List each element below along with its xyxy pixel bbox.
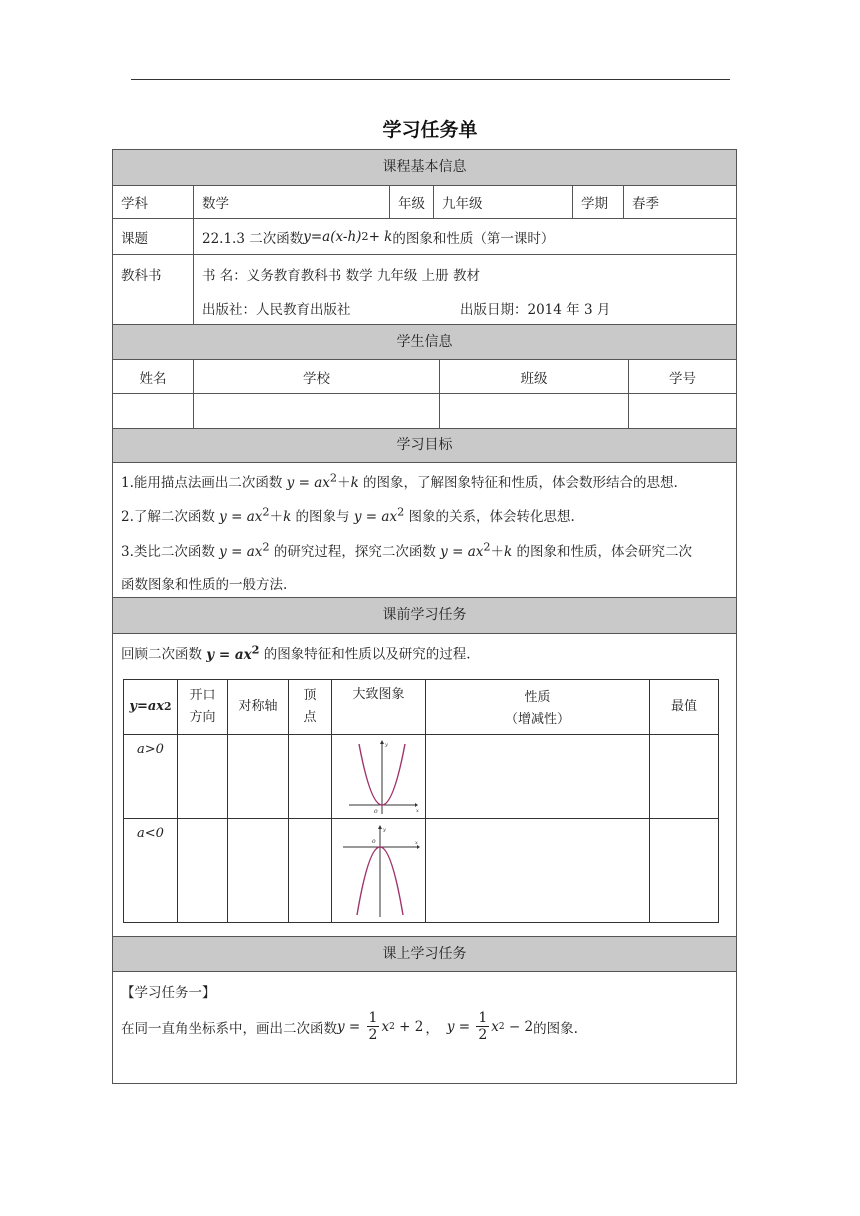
section-goals (113, 429, 736, 463)
student-input-row (113, 394, 736, 429)
pub-date: 出版日期：2014 年 3 月 (460, 302, 611, 318)
student-school-input[interactable] (194, 394, 440, 428)
student-name-input[interactable] (113, 394, 194, 428)
graph-down-parabola (332, 819, 426, 922)
section-course-info (113, 150, 736, 186)
student-header-row (113, 360, 736, 394)
cell-vertex-1[interactable] (289, 735, 332, 819)
grade-label: 年级 (390, 186, 434, 218)
pre-tasks-content (113, 634, 736, 937)
section-title: 课上学习任务 (382, 946, 467, 962)
class-tasks-content (113, 972, 736, 1083)
section-student-info (113, 325, 736, 360)
publisher: 出版社：人民教育出版社 (202, 302, 351, 318)
goal-3: 3.类比二次函数 $y = ax^2$ 的研究过程，探究二次函数 $y = ax^2+k$ 的图象和性质，体会研究二次 (121, 540, 693, 560)
student-id-header: 学号 (669, 370, 696, 387)
section-title: 课前学习任务 (382, 607, 467, 623)
cell-axis-1[interactable] (228, 735, 289, 819)
section-title: 学生信息 (396, 334, 453, 350)
pre-intro: 回顾二次函数 $y = ax^2$ 的图象特征和性质以及研究的过程. (121, 642, 471, 663)
fraction-half-2: $\frac{1}{2}$ (478, 1010, 488, 1043)
goal-2: 2.了解二次函数 $y = ax^2+k$ 的图象与 $y = ax^2$ 图象的关系，体会转化思想. (121, 505, 575, 525)
student-class-header: 班级 (440, 360, 629, 393)
header-property: 性质 （增减性） (426, 680, 650, 735)
term-value: 春季 (632, 196, 659, 212)
student-name-header: 姓名 (113, 360, 194, 393)
page-title: 学习任务单 (382, 119, 478, 141)
cell-vertex-2[interactable] (289, 819, 332, 922)
fraction-half: $\frac{1}{2}$ (368, 1010, 378, 1043)
svg-text:o: o (371, 837, 376, 845)
cell-extreme-1[interactable] (650, 735, 718, 819)
section-pre-tasks (113, 598, 736, 634)
textbook-label: 教科书 (113, 255, 194, 324)
goal-1: 1.能用描点法画出二次函数 $y = ax^2+k$ 的图象，了解图象特征和性质，体会数形结合的思想. (121, 471, 678, 491)
cell-extreme-2[interactable] (650, 819, 718, 922)
grade-value: 九年级 (434, 186, 573, 218)
task1-title: 【学习任务一】 (121, 985, 216, 1001)
student-school-header: 学校 (194, 360, 440, 393)
svg-text:x: x (415, 807, 419, 814)
textbook-value (194, 255, 736, 324)
header-func: y = ax 2 (124, 680, 178, 735)
cell-property-1[interactable] (426, 735, 650, 819)
cell-property-2[interactable] (426, 819, 650, 922)
cell-opening-1[interactable] (178, 735, 228, 819)
cell-opening-2[interactable] (178, 819, 228, 922)
student-class-input[interactable] (440, 394, 629, 428)
graph-up-parabola (332, 735, 426, 819)
svg-text:y: y (382, 826, 386, 833)
task1-body: 在同一直角坐标系中，画出二次函数 y = $\frac{1}{2}$ x 2 + 2 ， y = $\frac{1}{2}$ x 2 − 2 的图象. (121, 1010, 578, 1043)
task-sheet-table (112, 149, 737, 1084)
subject-value: 数学 (194, 186, 390, 218)
course-subject-row (113, 186, 736, 219)
section-class-tasks (113, 937, 736, 972)
subject-label: 学科 (113, 186, 194, 218)
course-textbook-row (113, 255, 736, 325)
topic-value: 22.1.3 二次函数 y =a(x-h) 2 + k 的图象和性质（第一课时） (202, 228, 555, 247)
section-title: 课程基本信息 (382, 159, 467, 175)
review-table (123, 679, 719, 923)
svg-text:y: y (384, 741, 388, 748)
row-a-negative: a<0 (124, 819, 178, 922)
student-id-input[interactable] (629, 394, 736, 428)
topic-label: 课题 (113, 219, 194, 254)
header-opening: 开口方向 (178, 680, 228, 735)
header-graph: 大致图象 (332, 680, 426, 735)
book-name: 书 名：义务教育教科书 数学 九年级 上册 教材 (202, 268, 480, 284)
header-axis: 对称轴 (228, 680, 289, 735)
goal-3-cont: 函数图象和性质的一般方法. (121, 577, 288, 593)
header-extreme: 最值 (650, 680, 718, 735)
course-topic-row (113, 219, 736, 255)
section-title: 学习目标 (396, 437, 453, 453)
svg-text:x: x (414, 839, 418, 846)
header-vertex: 顶点 (289, 680, 332, 735)
goals-content (113, 463, 736, 598)
row-a-positive: a>0 (124, 735, 178, 819)
cell-axis-2[interactable] (228, 819, 289, 922)
term-label: 学期 (573, 186, 624, 218)
svg-text:o: o (373, 807, 378, 815)
header-rule (131, 79, 730, 80)
